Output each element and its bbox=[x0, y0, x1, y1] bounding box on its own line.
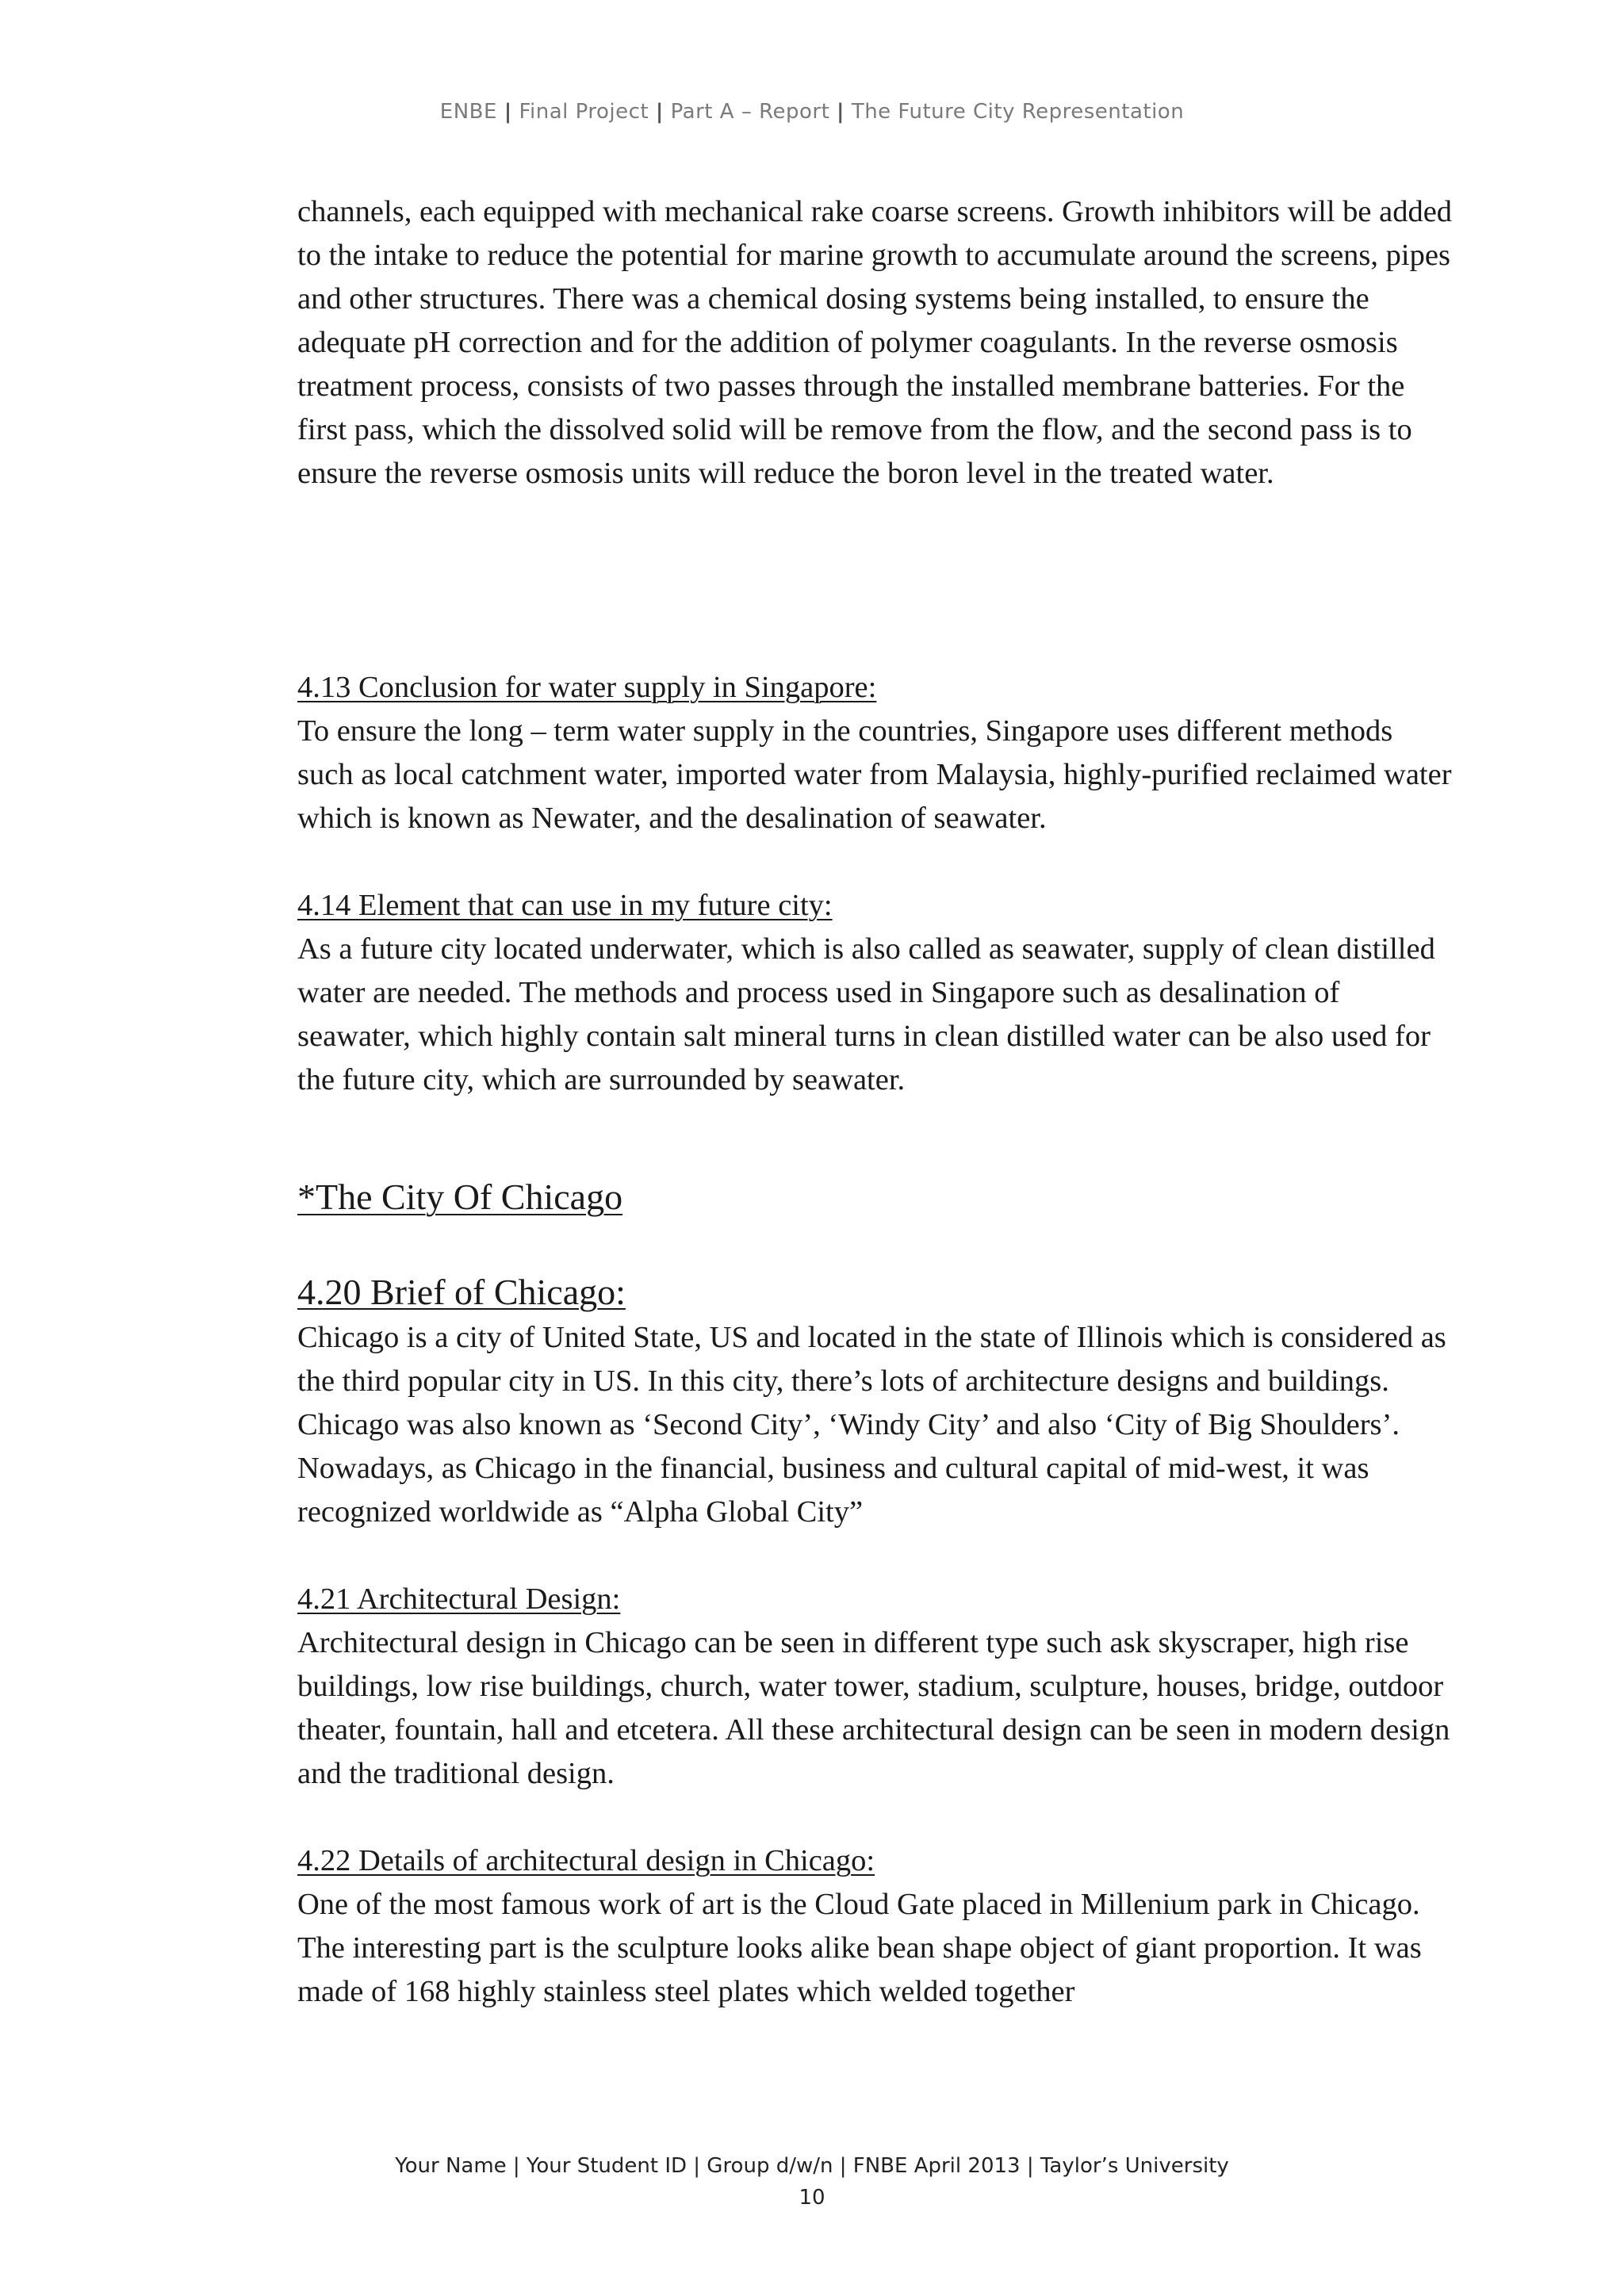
section-text-4-21: Architectural design in Chicago can be seen in different type such ask skyscraper, high rise buildings, low rise buildings, church, water tower, stadium, sculpture, houses, bridge, outdoor theater, fountain, hall and etcetera. All these architectural design can be seen in modern design and the traditional design. bbox=[297, 1626, 1450, 1790]
header-project: Final Project bbox=[519, 100, 649, 124]
section-text-4-22: One of the most famous work of art is the Cloud Gate placed in Millenium park in Chicago. The interesting part is the sculpture looks alike bean shape object of giant proportion. It was made of 168 highly stainless steel plates which welded together bbox=[297, 1888, 1422, 2008]
section-text-4-20: Chicago is a city of United State, US and located in the state of Illinois which is considered as the third popular city in US. In this city, there’s lots of architecture designs and buildings. Chicago was also known as ‘Second City’, ‘Windy City’ and also ‘City of Big Shoulders’. Nowadays, as Chicago in the financial, business and cultural capital of mid-west, it was recognized worldwide as “Alpha Global City” bbox=[297, 1321, 1446, 1529]
page-number: 10 bbox=[799, 2186, 825, 2210]
page-header bbox=[0, 100, 1624, 124]
page-footer bbox=[0, 2150, 1624, 2214]
page-body bbox=[297, 190, 1455, 2014]
section-heading-4-21: 4.21 Architectural Design: bbox=[297, 1582, 621, 1616]
section-text-4-13: To ensure the long – term water supply in the countries, Singapore uses different methods such as local catchment water, imported water from Malaysia, highly-purified reclaimed water which is known as Newater, and the desalination of seawater. bbox=[297, 714, 1452, 835]
intro-paragraph: channels, each equipped with mechanical rake coarse screens. Growth inhibitors will be added to the intake to reduce the potential for marine growth to accumulate around the screens, pipes and other structures. There was a chemical dosing systems being installed, to ensure the adequate pH correction and for the addition of polymer coagulants. In the reverse osmosis treatment process, consists of two passes through the installed membrane batteries. For the first pass, which the dissolved solid will be remove from the flow, and the second pass is to ensure the reverse osmosis units will reduce the boron level in the treated water. bbox=[297, 195, 1453, 490]
header-separator: | bbox=[837, 100, 845, 124]
section-heading-4-20-text: 4.20 Brief of Chicago: bbox=[297, 1272, 626, 1312]
spacer bbox=[297, 496, 1455, 666]
spacer bbox=[297, 1221, 1455, 1269]
footer-info: Your Name | Your Student ID | Group d/w/n | FNBE April 2013 | Taylor’s University bbox=[395, 2154, 1229, 2178]
spacer bbox=[297, 840, 1455, 884]
header-part: Part A – Report bbox=[670, 100, 830, 124]
section-heading-4-14: 4.14 Element that can use in my future city: bbox=[297, 889, 833, 922]
section-text-4-14: As a future city located underwater, which is also called as seawater, supply of clean distilled water are needed. The methods and process used in Singapore such as desalination of seawater, which highly contain salt mineral turns in clean distilled water can be also used for the future city, which are surrounded by seawater. bbox=[297, 932, 1435, 1096]
section-heading-4-20 bbox=[297, 1269, 1455, 1316]
city-heading: *The City Of Chicago bbox=[297, 1177, 623, 1217]
header-course: ENBE bbox=[439, 100, 497, 124]
header-topic: The Future City Representation bbox=[851, 100, 1185, 124]
spacer bbox=[297, 1796, 1455, 1839]
section-heading-4-13: 4.13 Conclusion for water supply in Singapore: bbox=[297, 671, 877, 704]
header-separator: | bbox=[655, 100, 664, 124]
spacer bbox=[297, 1534, 1455, 1578]
spacer bbox=[297, 1102, 1455, 1173]
header-separator: | bbox=[504, 100, 512, 124]
section-heading-4-22: 4.22 Details of architectural design in Chicago: bbox=[297, 1844, 875, 1877]
